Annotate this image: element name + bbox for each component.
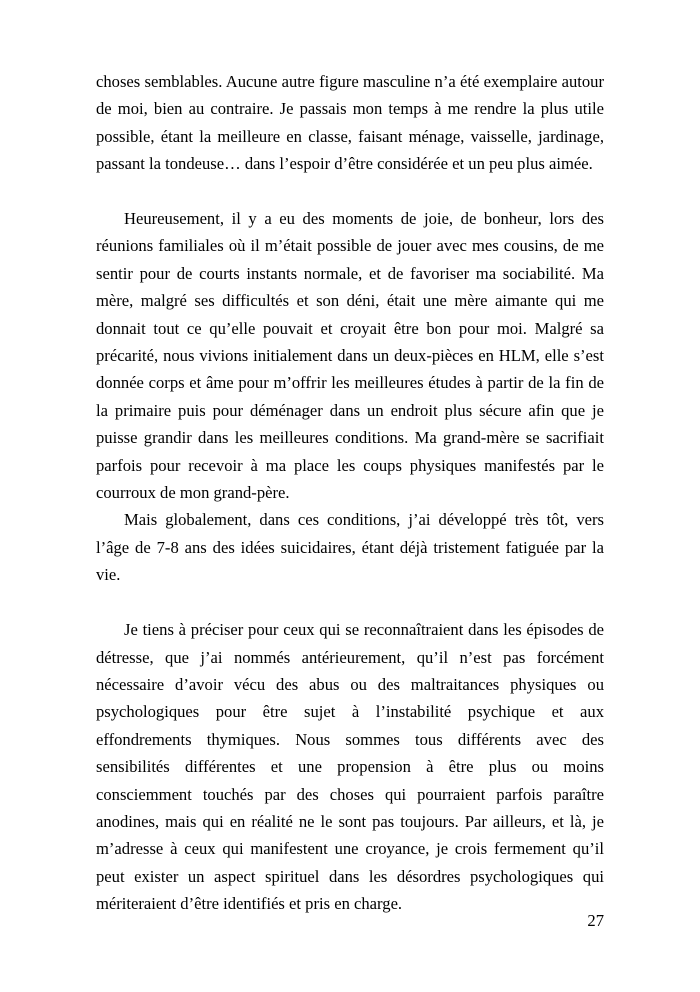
paragraph: Mais globalement, dans ces conditions, j’ai développé très tôt, vers l’âge de 7-8 ans des idées suicidaires, étant déjà tristement fatiguée par la vie.	[96, 510, 604, 585]
page-number: 27	[587, 911, 604, 930]
body-text-column	[96, 68, 604, 918]
paragraph: Je tiens à préciser pour ceux qui se reconnaîtraient dans les épisodes de détresse, que j’ai nommés antérieurement, qu’il n’est pas forcément nécessaire d’avoir vécu des abus ou des maltraitances physiques ou psychologiques pour être sujet à l’instabilité psychique et aux effondrements thymiques. Nous sommes tous différents avec des sensibilités différentes et une propension à être plus ou moins consciemment touchés par des choses qui pourraient parfois paraître anodines, mais qui en réalité ne le sont pas toujours. Par ailleurs, et là, je m’adresse à ceux qui manifestent une croyance, je crois fermement qu’il peut exister un aspect spirituel dans les désordres psychologiques qui mériteraient d’être identifiés et pris en charge.	[96, 620, 604, 914]
paragraph: choses semblables. Aucune autre figure masculine n’a été exemplaire autour de moi, bien au contraire. Je passais mon temps à me rendre la plus utile possible, étant la meilleure en classe, faisant ménage, vaisselle, jardinage, passant la tondeuse… dans l’espoir d’être considérée et un peu plus aimée.	[96, 72, 604, 174]
paragraph: Heureusement, il y a eu des moments de joie, de bonheur, lors des réunions familiales où il m’était possible de jouer avec mes cousins, de me sentir pour de courts instants normale, et de favoriser ma sociabilité. Ma mère, malgré ses difficultés et son déni, était une mère aimante qui me donnait tout ce qu’elle pouvait et croyait être bon pour moi. Malgré sa précarité, nous vivions initialement dans un deux-pièces en HLM, elle s’est donnée corps et âme pour m’offrir les meilleures études à partir de la fin de la primaire puis pour déménager dans un endroit plus sécure afin que je puisse grandir dans les meilleures conditions. Ma grand-mère se sacrifiait parfois pour recevoir à ma place les coups physiques manifestés par le courroux de mon grand-père.	[96, 209, 604, 503]
